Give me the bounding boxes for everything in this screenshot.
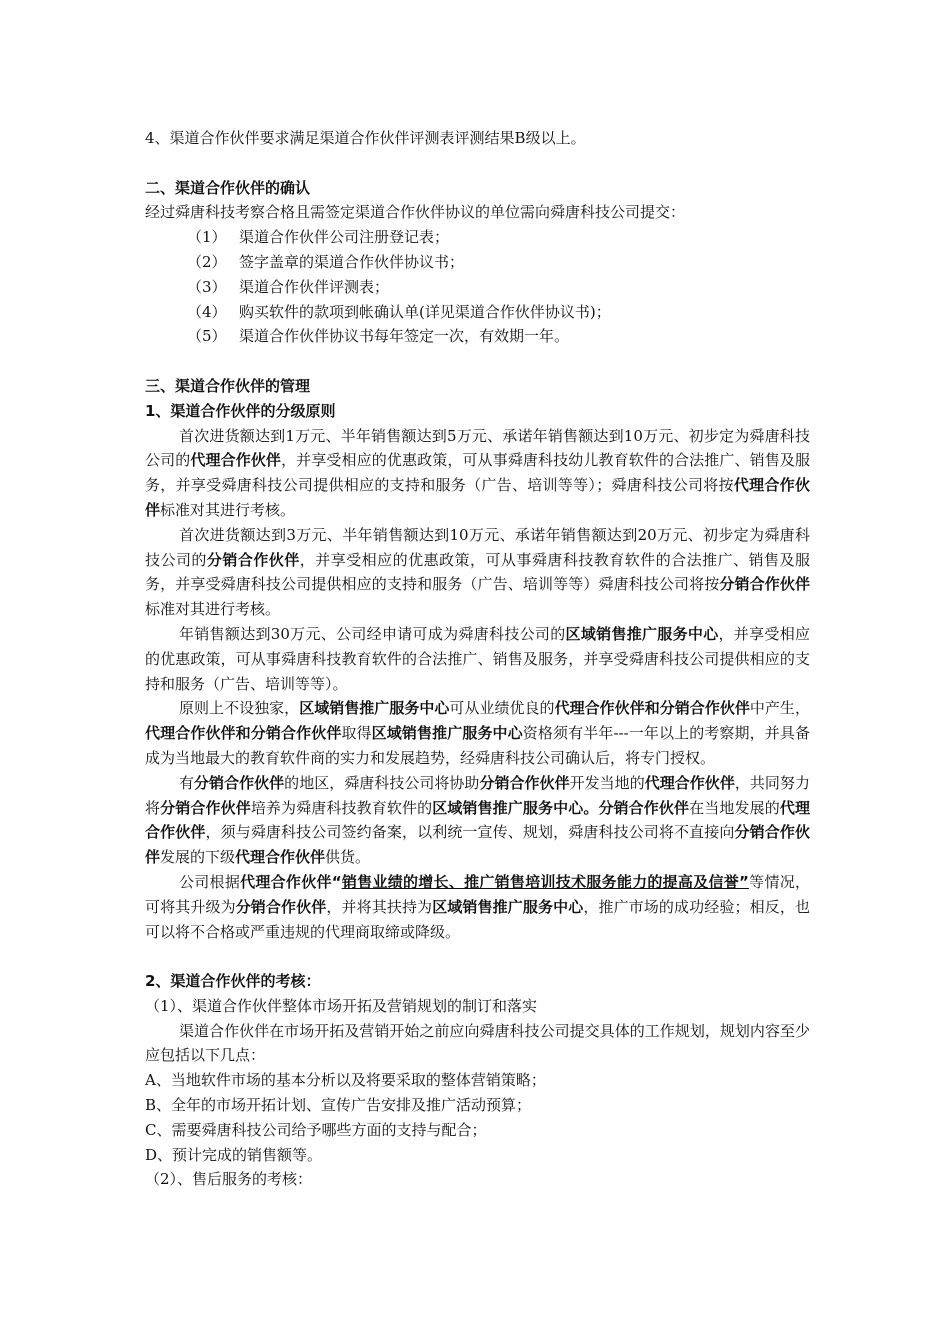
subsection-2-title: 2、渠道合作伙伴的考核： [145, 972, 321, 991]
assessment-1-title: （1）、渠道合作伙伴整体市场开拓及营销规划的制订和落实 [145, 996, 538, 1015]
requirement-4: 4、渠道合作伙伴要求满足渠道合作伙伴评测表评测结果B级以上。 [145, 129, 586, 147]
list-item: （1） 渠道合作伙伴公司注册登记表； [187, 228, 450, 247]
list-item: （3） 渠道合作伙伴评测表； [187, 277, 390, 296]
assessment-2-title: （2）、售后服务的考核： [145, 1170, 313, 1189]
assessment-1-intro: 渠道合作伙伴在市场开拓及营销开始之前应向舜唐科技公司提交具体的工作规划，规划内容至少应包括以下几点： [145, 1021, 810, 1065]
list-item: （4） 购买软件的款项到帐确认单(详见渠道合作伙伴协议书)； [187, 302, 611, 321]
paragraph-non-exclusive: 原则上不设独家，区域销售推广服务中心可从业绩优良的代理合作伙伴和分销合作伙伴中产生，代理合作伙伴和分销合作伙伴取得区域销售推广服务中心资格须有半年---一年以上的考察期，并具备成为当地最大的教育软件商的实力和发展趋势，经舜唐科技公司确认后，将专门授权。 [145, 699, 810, 767]
paragraph-agent-partner: 首次进货额达到1万元、半年销售额达到5万元、承诺年销售额达到10万元、初步定为舜唐科技公司的代理合作伙伴，并享受相应的优惠政策，可从事舜唐科技幼儿教育软件的合法推广、销售及服务，并享受舜唐科技公司提供相应的支持和服务（广告、培训等等）；舜唐科技公司将按代理合作伙伴标准对其进行考核。 [145, 426, 810, 519]
list-item: （5） 渠道合作伙伴协议书每年签定一次，有效期一年。 [187, 327, 570, 346]
list-item: （2） 签字盖章的渠道合作伙伴协议书； [187, 252, 465, 271]
subsection-1-title: 1、渠道合作伙伴的分级原则 [145, 401, 336, 420]
section-2-intro: 经过舜唐科技考察合格且需签定渠道合作伙伴协议的单位需向舜唐科技公司提交： [145, 203, 686, 222]
section-3-title: 三、渠道合作伙伴的管理 [145, 376, 311, 395]
list-item: D、预计完成的销售额等。 [145, 1145, 323, 1164]
submission-list [145, 225, 810, 349]
plan-points-list [145, 1068, 810, 1167]
list-item: C、需要舜唐科技公司给予哪些方面的支持与配合； [145, 1120, 487, 1139]
section-2-title: 二、渠道合作伙伴的确认 [145, 178, 311, 197]
list-item: A、当地软件市场的基本分析以及将要采取的整体营销策略； [145, 1071, 546, 1090]
document-body [145, 126, 810, 1192]
paragraph-regional-center: 年销售额达到30万元、公司经申请可成为舜唐科技公司的区域销售推广服务中心，并享受相应的优惠政策，可从事舜唐科技教育软件的合法推广、销售及服务，并享受舜唐科技公司提供相应的支持和服务（广告、培训等等）。 [145, 624, 810, 693]
paragraph-upgrade: 公司根据代理合作伙伴“销售业绩的增长、推广销售培训技术服务能力的提高及信誉”等情况，可将其升级为分销合作伙伴，并将其扶持为区域销售推广服务中心，推广市场的成功经验；相反，也可以将不合格或严重违规的代理商取缔或降级。 [145, 872, 810, 941]
paragraph-distribution-partner: 首次进货额达到3万元、半年销售额达到10万元、承诺年销售额达到20万元、初步定为舜唐科技公司的分销合作伙伴，并享受相应的优惠政策，可从事舜唐科技教育软件的合法推广、销售及服务，并享受舜唐科技公司提供相应的支持和服务（广告、培训等等）舜唐科技公司将按分销合作伙伴标准对其进行考核。 [145, 525, 810, 619]
list-item: B、全年的市场开拓计划、宣传广告安排及推广活动预算； [145, 1096, 532, 1115]
paragraph-cultivation: 有分销合作伙伴的地区，舜唐科技公司将协助分销合作伙伴开发当地的代理合作伙伴，共同努力将分销合作伙伴培养为舜唐科技教育软件的区域销售推广服务中心。分销合作伙伴在当地发展的代理合作伙伴，须与舜唐科技公司签约备案，以利统一宣传、规划，舜唐科技公司将不直接向分销合作伙伴发展的下级代理合作伙伴供货。 [145, 773, 810, 867]
